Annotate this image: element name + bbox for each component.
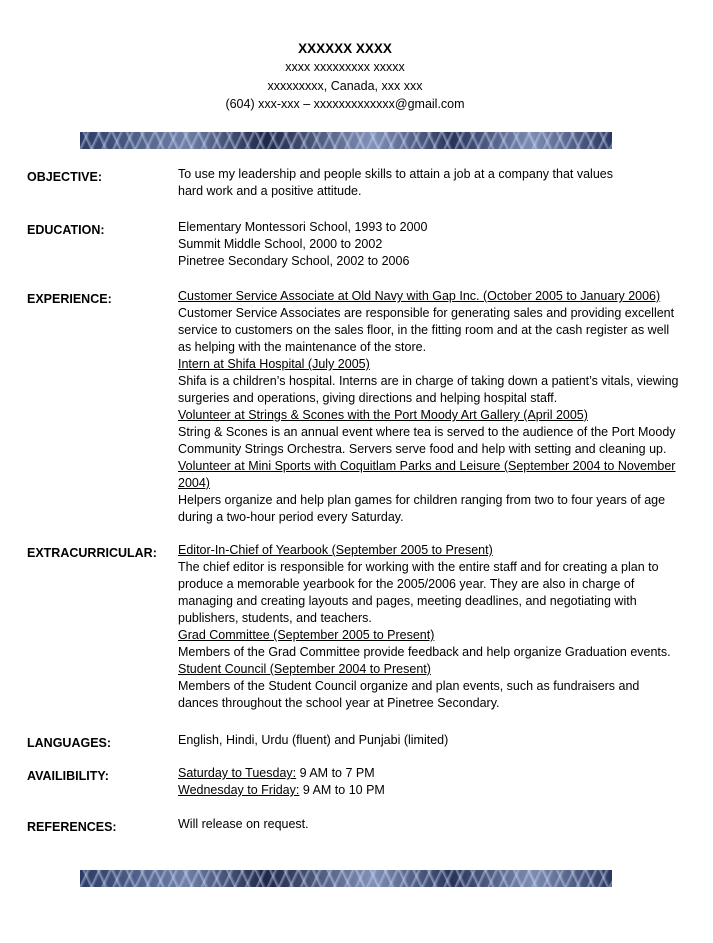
experience-description: Helpers organize and help plan games for children ranging from two to four years of age (178, 493, 666, 507)
activity-description: dances throughout the school year at Pinetree Secondary. (178, 696, 500, 710)
experience-description: String & Scones is an annual event where tea is served to the audience of the Port Moody (178, 425, 676, 439)
experience-label: EXPERIENCE: (27, 292, 112, 306)
experience-title: Volunteer at Strings & Scones with the Port Moody Art Gallery (April 2005) (178, 408, 588, 422)
experience-content (178, 288, 678, 526)
experience-description: surgeries and operations, giving directions and helping hospital staff. (178, 391, 558, 405)
experience-description: as helping with the maintenance of the store. (178, 340, 427, 354)
education-item: Elementary Montessori School, 1993 to 2000 (178, 220, 428, 234)
references-label: REFERENCES: (27, 820, 117, 834)
availability-hours: 9 AM to 10 PM (299, 783, 385, 797)
address-line-1: xxxx xxxxxxxxx xxxxx (285, 60, 405, 74)
languages-label: LANGUAGES: (27, 736, 112, 750)
availability-days: Wednesday to Friday: (178, 783, 300, 797)
objective-line: To use my leadership and people skills to attain a job at a company that values (178, 167, 613, 181)
activity-description: managing and creating layouts and pages, meeting deadlines, and negotiating with (178, 594, 637, 608)
activity-description: Members of the Grad Committee provide feedback and help organize Graduation events. (178, 645, 671, 659)
experience-title: 2004) (178, 476, 210, 490)
objective-line: hard work and a positive attitude. (178, 184, 362, 198)
availability-days: Saturday to Tuesday: (178, 766, 297, 780)
activity-title: Student Council (September 2004 to Present) (178, 662, 431, 676)
references-text: Will release on request. (178, 817, 309, 831)
activity-description: produce a memorable yearbook for the 2005/2006 year. They are also in charge of (178, 577, 635, 591)
objective-label: OBJECTIVE: (27, 170, 103, 184)
education-content (178, 219, 678, 270)
decorative-banner-top (80, 132, 612, 149)
references-content (178, 816, 678, 833)
availability-row (178, 765, 678, 782)
activity-description: Members of the Student Council organize and plan events, such as fundraisers and (178, 679, 640, 693)
resume-header (0, 40, 690, 114)
availability-hours: 9 AM to 7 PM (296, 766, 375, 780)
experience-title: Customer Service Associate at Old Navy with Gap Inc. (October 2005 to January 2006) (178, 289, 661, 303)
activity-title: Grad Committee (September 2005 to Present) (178, 628, 435, 642)
activity-title: Editor-In-Chief of Yearbook (September 2005 to Present) (178, 543, 493, 557)
address-line-2: xxxxxxxxx, Canada, xxx xxx (267, 78, 423, 93)
education-item: Summit Middle School, 2000 to 2002 (178, 237, 383, 251)
decorative-banner-bottom (80, 870, 612, 887)
experience-title: Volunteer at Mini Sports with Coquitlam Parks and Leisure (September 2004 to November (178, 459, 676, 473)
applicant-name: XXXXXX XXXX (298, 41, 392, 56)
availability-row (178, 782, 678, 799)
experience-title: Intern at Shifa Hospital (July 2005) (178, 357, 370, 371)
availability-content (178, 765, 678, 799)
extracurricular-label: EXTRACURRICULAR: (27, 546, 157, 560)
activity-description: The chief editor is responsible for working with the entire staff and for creating a plan to (178, 560, 659, 574)
experience-description: Shifa is a children’s hospital. Interns are in charge of taking down a patient’s vitals, viewing (178, 374, 679, 388)
education-item: Pinetree Secondary School, 2002 to 2006 (178, 254, 410, 268)
experience-description: Community Strings Orchestra. Servers serve food and help with setting and cleaning up. (178, 442, 667, 456)
availability-label: AVAILIBILITY: (27, 769, 109, 783)
experience-description: Customer Service Associates are responsible for generating sales and providing excellent (178, 306, 675, 320)
experience-description: service to customers on the sales floor, in the fitting room and at the cash register as well (178, 323, 670, 337)
activity-description: publishers, students, and teachers. (178, 611, 372, 625)
objective-content (178, 166, 678, 200)
extracurricular-content (178, 542, 678, 712)
contact-line: (604) xxx-xxx – xxxxxxxxxxxxx@gmail.com (225, 97, 465, 111)
experience-description: during a two-hour period every Saturday. (178, 510, 404, 524)
education-label: EDUCATION: (27, 223, 105, 237)
languages-text: English, Hindi, Urdu (fluent) and Punjabi (limited) (178, 733, 449, 747)
languages-content (178, 732, 678, 749)
